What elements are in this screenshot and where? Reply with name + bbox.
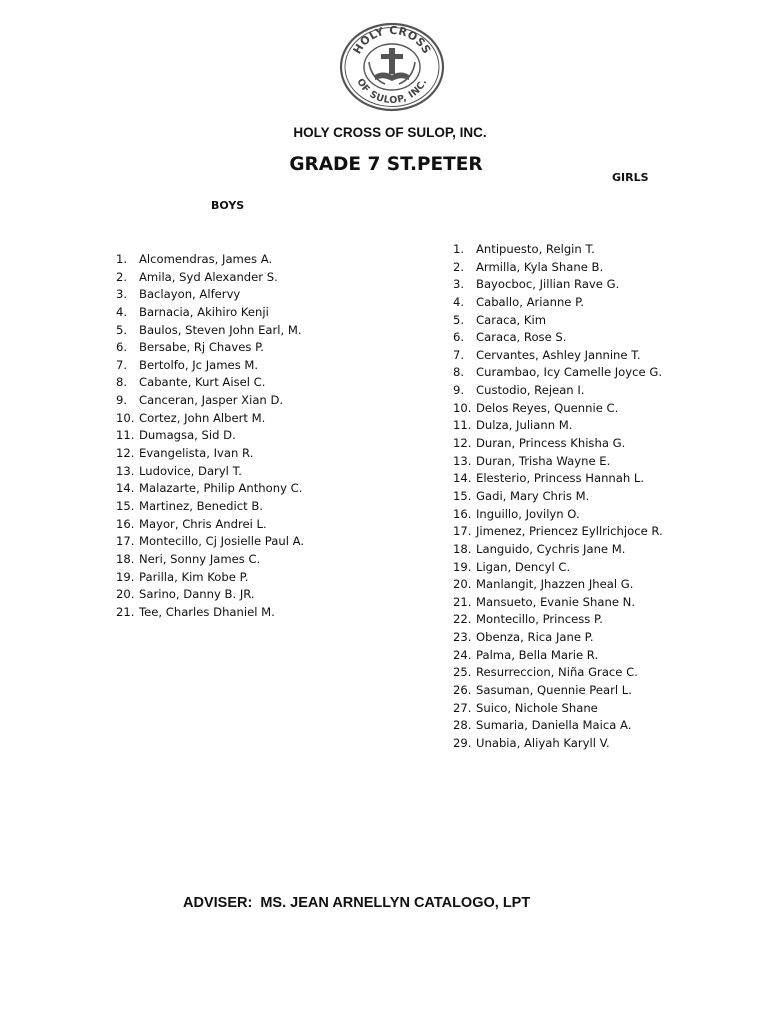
item-number: 19. [453,559,472,574]
student-name: Mansueto, Evanie Shane N. [476,594,636,609]
item-number: 1. [453,242,465,256]
item-number: 16. [116,516,135,531]
item-number: 12. [116,446,135,461]
student-name: Evangelista, Ivan R. [139,446,254,461]
student-name: Martinez, Benedict B. [139,498,263,513]
item-number: 10. [453,400,472,415]
boys-heading: BOYS [211,199,245,212]
adviser-line: ADVISER: MS. JEAN ARNELLYN CATALOGO, LPT [183,895,531,911]
item-number: 10. [116,410,135,425]
student-name: Duran, Trisha Wayne E. [476,453,611,468]
item-number: 25. [453,665,472,680]
item-number: 23. [453,630,472,645]
item-number: 6. [453,330,465,345]
item-number: 4. [116,304,128,319]
item-number: 14. [116,481,135,496]
item-number: 17. [116,534,135,549]
item-number: 13. [116,463,135,478]
student-name: Ligan, Dencyl C. [476,559,571,574]
student-name: Alcomendras, James A. [139,252,273,266]
student-name: Caballo, Arianne P. [476,294,584,309]
item-number: 13. [453,453,472,468]
student-name: Inguillo, Jovilyn O. [476,506,580,521]
item-number: 2. [116,269,128,284]
student-name: Armilla, Kyla Shane B. [476,259,604,274]
item-number: 9. [116,393,128,408]
student-name: Languido, Cychris Jane M. [476,541,626,556]
item-number: 15. [116,498,135,513]
section-title: GRADE 7 ST.PETER [289,154,483,175]
item-number: 21. [116,604,135,619]
school-seal-logo [339,22,445,112]
student-name: Manlangit, Jhazzen Jheal G. [476,577,634,592]
item-number: 3. [453,277,465,292]
item-number: 15. [453,488,472,503]
item-number: 18. [453,541,472,556]
student-name: Caraca, Kim [476,312,547,327]
item-number: 11. [453,418,472,433]
student-name: Mayor, Chris Andrei L. [139,516,267,531]
student-name: Barnacia, Akihiro Kenji [139,304,269,319]
item-number: 27. [453,700,472,715]
student-name: Antipuesto, Relgin T. [476,242,595,256]
student-name: Bayocboc, Jillian Rave G. [476,277,620,292]
student-name: Cervantes, Ashley Jannine T. [476,347,641,362]
student-name: Cabante, Kurt Aisel C. [139,375,266,390]
student-name: Obenza, Rica Jane P. [476,630,594,645]
student-name: Ludovice, Daryl T. [139,463,242,478]
student-name: Neri, Sonny James C. [139,551,261,566]
student-name: Sarino, Danny B. JR. [139,587,255,602]
student-name: Dulza, Juliann M. [476,418,573,433]
item-number: 11. [116,428,135,443]
item-number: 28. [453,718,472,733]
item-number: 3. [116,287,128,302]
student-name: Suico, Nichole Shane [476,700,598,715]
item-number: 9. [453,383,465,398]
student-name: Tee, Charles Dhaniel M. [139,604,275,619]
student-name: Delos Reyes, Quennie C. [476,400,619,415]
student-name: Amila, Syd Alexander S. [139,269,278,284]
student-name: Jimenez, Priencez Eyllrichjoce R. [476,524,663,539]
item-number: 1. [116,252,128,266]
student-name: Malazarte, Philip Anthony C. [139,481,303,496]
student-name: Bersabe, Rj Chaves P. [139,340,264,355]
svg-text:HOLY CROSS: HOLY CROSS [350,23,434,57]
student-name: Gadi, Mary Chris M. [476,488,590,503]
item-number: 7. [116,357,128,372]
item-number: 29. [453,735,472,750]
student-name: Baclayon, Alfervy [139,287,241,302]
item-number: 16. [453,506,472,521]
item-number: 20. [453,577,472,592]
girls-heading: GIRLS [612,171,649,184]
student-name: Duran, Princess Khisha G. [476,436,626,451]
item-number: 18. [116,551,135,566]
item-number: 8. [116,375,128,390]
item-number: 20. [116,587,135,602]
student-name: Montecillo, Princess P. [476,612,603,627]
item-number: 6. [116,340,128,355]
student-name: Baulos, Steven John Earl, M. [139,322,302,337]
item-number: 8. [453,365,465,380]
student-name: Parilla, Kim Kobe P. [139,569,249,584]
item-number: 5. [453,312,465,327]
item-number: 7. [453,347,465,362]
student-name: Canceran, Jasper Xian D. [139,393,284,408]
student-name: Dumagsa, Sid D. [139,428,236,443]
item-number: 14. [453,471,472,486]
svg-text:OF SULOP, INC.: OF SULOP, INC. [354,76,430,107]
item-number: 26. [453,683,472,698]
item-number: 12. [453,436,472,451]
student-name: Sumaria, Daniella Maica A. [476,718,632,733]
item-number: 2. [453,259,465,274]
item-number: 21. [453,594,472,609]
student-name: Resurreccion, Niña Grace C. [476,665,638,680]
item-number: 4. [453,294,465,309]
student-name: Curambao, Icy Camelle Joyce G. [476,365,662,380]
item-number: 24. [453,647,472,662]
student-name: Palma, Bella Marie R. [476,647,599,662]
item-number: 5. [116,322,128,337]
student-name: Cortez, John Albert M. [139,410,266,425]
student-name: Elesterio, Princess Hannah L. [476,471,645,486]
school-name: HOLY CROSS OF SULOP, INC. [293,125,487,140]
student-name: Custodio, Rejean I. [476,383,585,398]
item-number: 22. [453,612,472,627]
student-name: Sasuman, Quennie Pearl L. [476,683,632,698]
item-number: 17. [453,524,472,539]
student-name: Montecillo, Cj Josielle Paul A. [139,534,305,549]
item-number: 19. [116,569,135,584]
student-name: Bertolfo, Jc James M. [139,357,259,372]
student-name: Unabia, Aliyah Karyll V. [476,735,610,750]
student-name: Caraca, Rose S. [476,330,567,345]
